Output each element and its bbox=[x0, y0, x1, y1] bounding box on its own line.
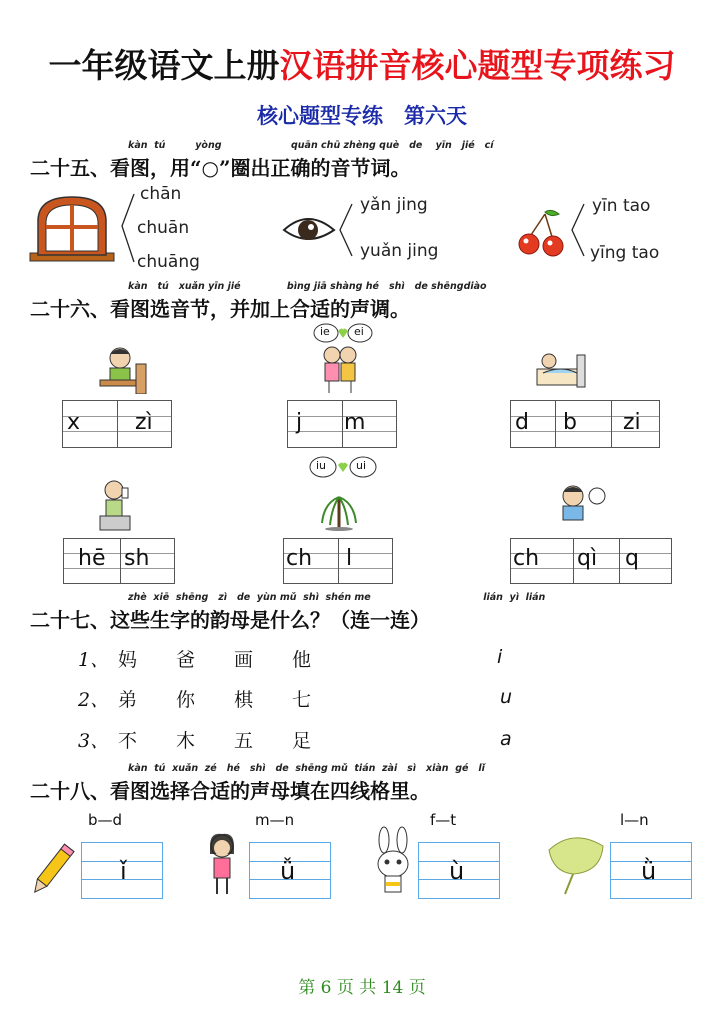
writing-grid-3[interactable]: ù bbox=[418, 842, 500, 899]
syllable-box-3: d b zi bbox=[510, 400, 660, 448]
pencil-image bbox=[28, 838, 76, 902]
choice-ui[interactable]: ui bbox=[356, 459, 367, 472]
option-chuan[interactable]: chuān bbox=[137, 218, 190, 238]
eye-image bbox=[280, 212, 338, 246]
q26-pinyin: kàn tú xuǎn yīn jié bìng jiā shàng hé shì de shēngdiào bbox=[128, 281, 487, 292]
subtitle: 核心题型专练 第六天 bbox=[257, 103, 467, 128]
q25-pinyin: kàn tú yòng quān chū zhèng què de yīn jié cí bbox=[128, 140, 494, 151]
title-black-part: 一年级语文上册 bbox=[48, 46, 280, 85]
two-children-image bbox=[317, 343, 363, 395]
choice-f-t: f—t bbox=[430, 811, 457, 829]
willow-tree-image bbox=[318, 483, 360, 531]
q27-row-1: 1、 妈 爸 画 他 bbox=[78, 649, 312, 671]
option-chuang[interactable]: chuāng bbox=[137, 252, 200, 272]
q28-pinyin: kàn tú xuǎn zé hé shì de shēng mǔ tián zài sì xiàn gé lǐ bbox=[128, 763, 485, 774]
rabbit-image bbox=[370, 826, 416, 898]
option-yintao[interactable]: yīn tao bbox=[592, 196, 651, 216]
child-drinking-image bbox=[94, 478, 142, 534]
option-chan[interactable]: chān bbox=[140, 184, 182, 204]
syllable-box-4: hē sh bbox=[63, 538, 175, 584]
option-yingtao[interactable]: yīng tao bbox=[590, 243, 660, 263]
choice-l-n: l—n bbox=[620, 811, 649, 829]
boy-writing-image bbox=[96, 344, 150, 394]
page-title bbox=[0, 40, 724, 87]
q25-bracket-2 bbox=[336, 200, 356, 260]
option-yanjing[interactable]: yǎn jing bbox=[360, 195, 428, 215]
writing-grid-4[interactable]: ǜ bbox=[610, 842, 692, 899]
q27-heading: 二十七、这些生字的韵母是什么？（连一连） bbox=[30, 608, 430, 632]
ginkgo-leaf-image bbox=[543, 832, 609, 896]
q25-heading: 二十五、看图，用“○”圈出正确的音节词。 bbox=[30, 156, 411, 180]
writing-grid-2[interactable]: ǚ bbox=[249, 842, 331, 899]
writing-grid-1[interactable]: ǐ bbox=[81, 842, 163, 899]
choice-m-n: m—n bbox=[255, 811, 295, 829]
q27-pinyin: zhè xiē shēng zì de yùn mǔ shì shén me lián yì lián bbox=[128, 592, 546, 603]
cherry-image bbox=[515, 208, 570, 260]
syllable-box-2: j m bbox=[287, 400, 397, 448]
q27-row-2: 2、 弟 你 棋 七 bbox=[78, 689, 312, 711]
choice-ie[interactable]: ie bbox=[320, 325, 330, 338]
child-in-bed-image bbox=[533, 349, 589, 391]
child-blowing-bubble-image bbox=[553, 484, 617, 530]
girl-image bbox=[202, 832, 242, 898]
page-number: 第 6 页 共 14 页 bbox=[298, 978, 426, 998]
option-yuanjing[interactable]: yuǎn jing bbox=[360, 241, 439, 261]
syllable-box-1: x zì bbox=[62, 400, 172, 448]
choice-ei[interactable]: ei bbox=[354, 325, 364, 338]
q25-bracket-3 bbox=[568, 200, 588, 260]
q25-bracket-1 bbox=[118, 190, 138, 270]
q28-heading: 二十八、看图选择合适的声母填在四线格里。 bbox=[30, 779, 430, 803]
q26-heading: 二十六、看图选音节，并加上合适的声调。 bbox=[30, 297, 410, 321]
vowel-a[interactable]: a bbox=[500, 728, 512, 750]
window-image bbox=[28, 193, 116, 265]
vowel-i[interactable]: i bbox=[497, 646, 503, 668]
title-red-part: 汉语拼音核心题型专项练习 bbox=[279, 46, 676, 85]
q27-row-3: 3、 不 木 五 足 bbox=[78, 730, 312, 752]
syllable-box-6: ch qì q bbox=[510, 538, 672, 584]
vowel-u[interactable]: u bbox=[500, 686, 513, 708]
syllable-box-5: ch l bbox=[283, 538, 393, 584]
choice-iu[interactable]: iu bbox=[316, 459, 327, 472]
choice-b-d: b—d bbox=[88, 811, 123, 829]
